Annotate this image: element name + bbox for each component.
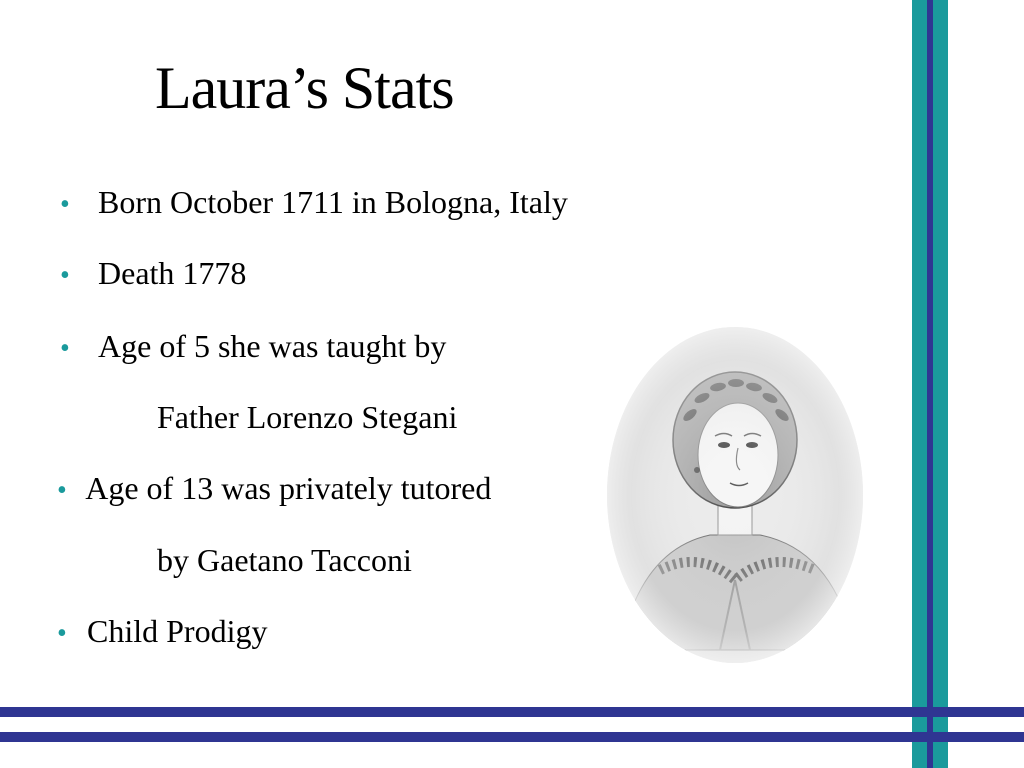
bullet-item: [60, 326, 446, 369]
bullet-dot-icon: •: [60, 260, 70, 291]
bullet-text: Father Lorenzo Stegani: [157, 399, 458, 435]
bullet-dot-icon: •: [57, 618, 67, 649]
slide-title: Laura’s Stats: [155, 55, 454, 121]
portrait-image: [600, 320, 870, 670]
bullet-dot-icon: •: [60, 333, 70, 364]
bullet-text: Death 1778: [98, 255, 247, 291]
bullet-text: by Gaetano Tacconi: [157, 542, 412, 578]
bullet-text: Age of 5 she was taught by: [98, 328, 447, 364]
bullet-continuation: [157, 397, 457, 437]
bullet-text: Age of 13 was privately tutored: [85, 470, 492, 506]
bullet-item: [60, 182, 568, 225]
bullet-dot-icon: •: [60, 189, 70, 220]
bottom-blue-line-2: [0, 732, 1024, 742]
bullet-text: Born October 1711 in Bologna, Italy: [98, 184, 568, 220]
bullet-item: [57, 611, 267, 654]
bullet-text: Child Prodigy: [87, 613, 268, 649]
bottom-blue-line-1: [0, 707, 1024, 717]
right-blue-line: [927, 0, 933, 768]
bullet-dot-icon: •: [57, 475, 67, 506]
bullet-continuation: [157, 540, 412, 580]
bullet-item: [57, 468, 491, 511]
bullet-item: [60, 253, 246, 296]
